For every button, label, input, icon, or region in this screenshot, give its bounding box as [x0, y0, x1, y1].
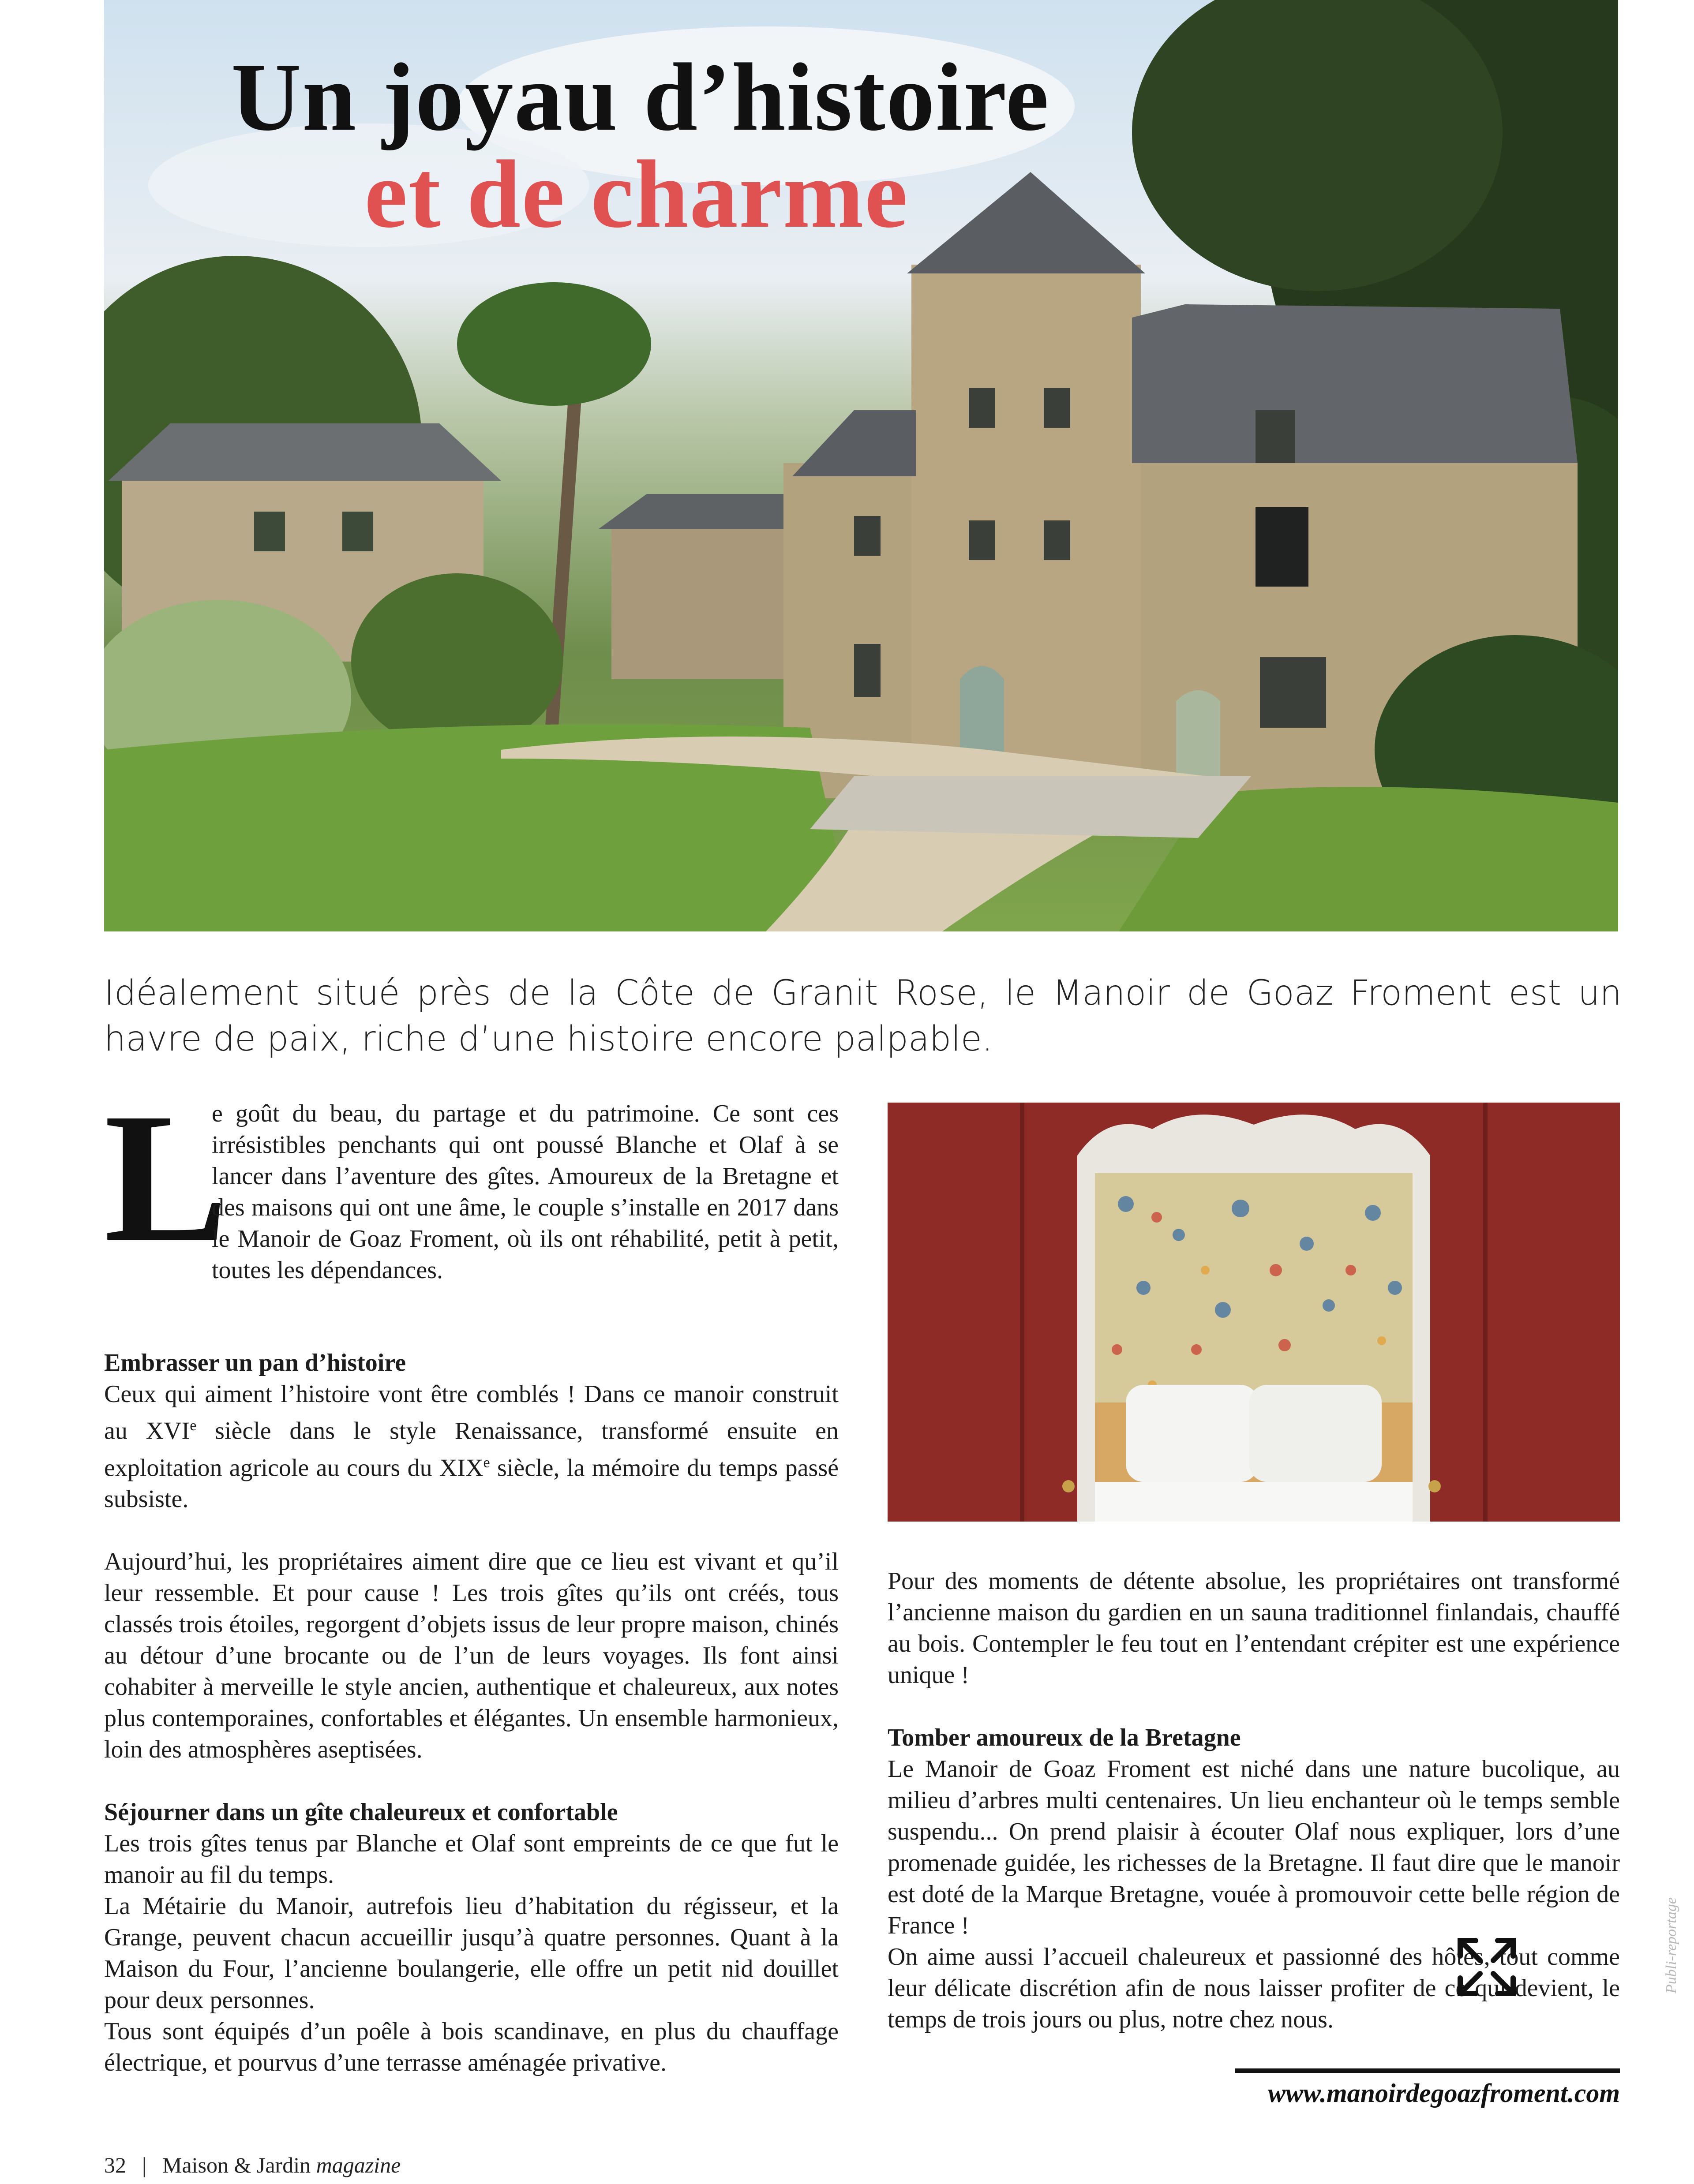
page-number: 32: [104, 2153, 126, 2177]
section-heading-brittany: Tomber amoureux de la Bretagne: [888, 1724, 1241, 1751]
headline-line-2: et de charme: [364, 140, 909, 248]
paragraph-history-2: Aujourd’hui, les propriétaires aiment dire que ce lieu est vivant et qu’il leur ressemble. Et pour cause ! Les trois gîtes qu’ils ont créés, tous classés trois étoiles, regorgent d’objets issus de leur propre maison, chinés au détour d’une brocante ou de l’un de leurs voyages. Ils font ainsi cohabiter à merveille le style ancien, authentique et chaleureux, aux notes plus contemporaines, confortables et élégantes. Un ensemble harmonieux, loin des atmosphères aseptisées.: [104, 1548, 839, 1764]
paragraph-brittany-1: Le Manoir de Goaz Froment est niché dans une nature bucolique, au milieu d’arbres multi centenaires. Un lieu enchanteur où le temps semble suspendu... On prend plaisir à écouter Olaf nous expliquer, lors d’une promenade guidée, les richesses de la Bretagne. Il faut dire que le manoir est doté de la Marque Bretagne, vouée à promouvoir cette belle région de France !: [888, 1755, 1620, 1939]
paragraph-history-1: Ceux qui aiment l’histoire vont être comblés ! Dans ce manoir construit au XVIe siècle dans le style Renaissance, transformé ensuite en exploitation agricole au cours du XIXe siècle, la mémoire du temps passé subsiste.: [104, 1380, 839, 1513]
section-heading-stay: Séjourner dans un gîte chaleureux et confortable: [104, 1799, 618, 1826]
lead-paragraph: Idéalement situé près de la Côte de Granit Rose, le Manoir de Goaz Froment est un havre de paix, riche d’une histoire encore palpable.: [104, 973, 1622, 1059]
bedroom-illustration: [888, 1103, 1620, 1522]
left-column: [104, 1316, 839, 2079]
paragraph-stay-1: Les trois gîtes tenus par Blanche et Olaf sont empreints de ce que fut le manoir au fil du temps.: [104, 1830, 839, 1889]
page-footer: [104, 2152, 401, 2178]
side-label: Publi-reportage: [1663, 1897, 1679, 1993]
website-link[interactable]: www.manoirdegoazfroment.com: [1268, 2079, 1620, 2108]
hero-photo: [104, 0, 1618, 931]
publication-name: Maison & Jardin: [162, 2153, 311, 2177]
paragraph-sauna: Pour des moments de détente absolue, les propriétaires ont transformé l’ancienne maison du gardien en un sauna traditionnel finlandais, chauffé au bois. Contempler le feu tout en l’entendant crépiter est une expérience unique !: [888, 1567, 1620, 1689]
expand-arrows-icon[interactable]: [1451, 1932, 1522, 2002]
footer-separator: |: [142, 2153, 147, 2177]
bedroom-photo: [888, 1103, 1620, 1522]
paragraph-stay-2: La Métairie du Manoir, autrefois lieu d’habitation du régisseur, et la Grange, peuvent chacun accueillir jusqu’à quatre personnes. Quant à la Maison du Four, l’ancienne boulangerie, elle offre un petit nid douillet pour deux personnes.: [104, 1892, 839, 2014]
website-rule: [1235, 2068, 1620, 2073]
publication-suffix: magazine: [316, 2153, 401, 2177]
drop-cap: L: [104, 1075, 228, 1280]
headline-line-1: Un joyau d’histoire: [231, 43, 1050, 151]
section-heading-history: Embrasser un pan d’histoire: [104, 1349, 406, 1376]
paragraph-brittany-2: On aime aussi l’accueil chaleureux et passionné des hôtes, tout comme leur délicate discrétion afin de nous laisser profiter de ce qui devient, le temps de trois jours ou plus, notre chez nous.: [888, 1943, 1620, 2033]
paragraph-stay-3: Tous sont équipés d’un poêle à bois scandinave, en plus du chauffage électrique, et pourvus d’une terrasse aménagée privative.: [104, 2018, 839, 2077]
intro-paragraph: e goût du beau, du partage et du patrimoine. Ce sont ces irrésistibles penchants qui ont poussé Blanche et Olaf à se lancer dans l’aventure des gîtes. Amoureux de la Bretagne et des maisons qui ont une âme, le couple s’installe en 2017 dans le Manoir de Goaz Froment, où ils ont réhabilité, petit à petit, toutes les dépendances.: [212, 1100, 839, 1284]
